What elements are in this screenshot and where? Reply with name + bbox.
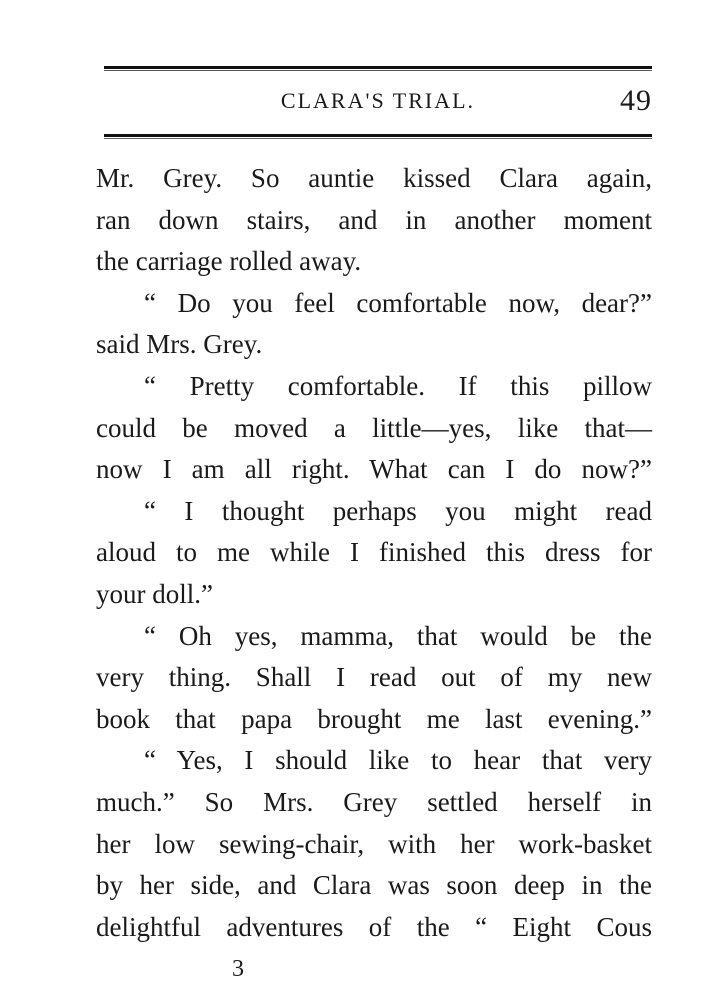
text-line: “ Do you feel comfortable now, dear?” bbox=[144, 287, 652, 318]
text-line: now I am all right. What can I do now?” bbox=[96, 454, 652, 485]
text-line: “ Pretty comfortable. If this pillow bbox=[144, 370, 652, 401]
text-line: “ Yes, I should like to hear that very bbox=[144, 745, 652, 776]
text-line: ran down stairs, and in another moment bbox=[96, 204, 652, 235]
header-rule-top-thin bbox=[104, 70, 652, 71]
text-line: “ I thought perhaps you might read bbox=[144, 495, 652, 526]
text-line: her low sewing-chair, with her work-basket bbox=[96, 828, 652, 859]
text-line: aloud to me while I finished this dress for bbox=[96, 537, 652, 568]
header-rule-bottom bbox=[104, 134, 652, 137]
body-text bbox=[96, 158, 652, 948]
text-line: Mr. Grey. So auntie kissed Clara again, bbox=[96, 163, 652, 193]
text-line: much.” So Mrs. Grey settled herself in bbox=[96, 786, 652, 817]
text-line: could be moved a little—yes, like that— bbox=[96, 412, 652, 443]
text-line: the carriage rolled away. bbox=[96, 246, 362, 277]
header-rule-top bbox=[104, 66, 652, 69]
text-line: book that papa brought me last evening.” bbox=[96, 703, 652, 734]
text-line: said Mrs. Grey. bbox=[96, 329, 263, 360]
text-line: “ Oh yes, mamma, that would be the bbox=[144, 620, 652, 651]
text-line: your doll.” bbox=[96, 578, 213, 609]
text-line: by her side, and Clara was soon deep in the bbox=[96, 870, 652, 901]
text-line: very thing. Shall I read out of my new bbox=[96, 662, 652, 693]
text-line: delightful adventures of the “ Eight Cous bbox=[96, 911, 652, 942]
page-number: 49 bbox=[620, 84, 652, 117]
signature-mark: 3 bbox=[232, 956, 244, 982]
running-head bbox=[104, 84, 652, 124]
running-title: CLARA'S TRIAL. bbox=[280, 88, 476, 113]
header-rule-bottom-thin bbox=[104, 138, 652, 139]
